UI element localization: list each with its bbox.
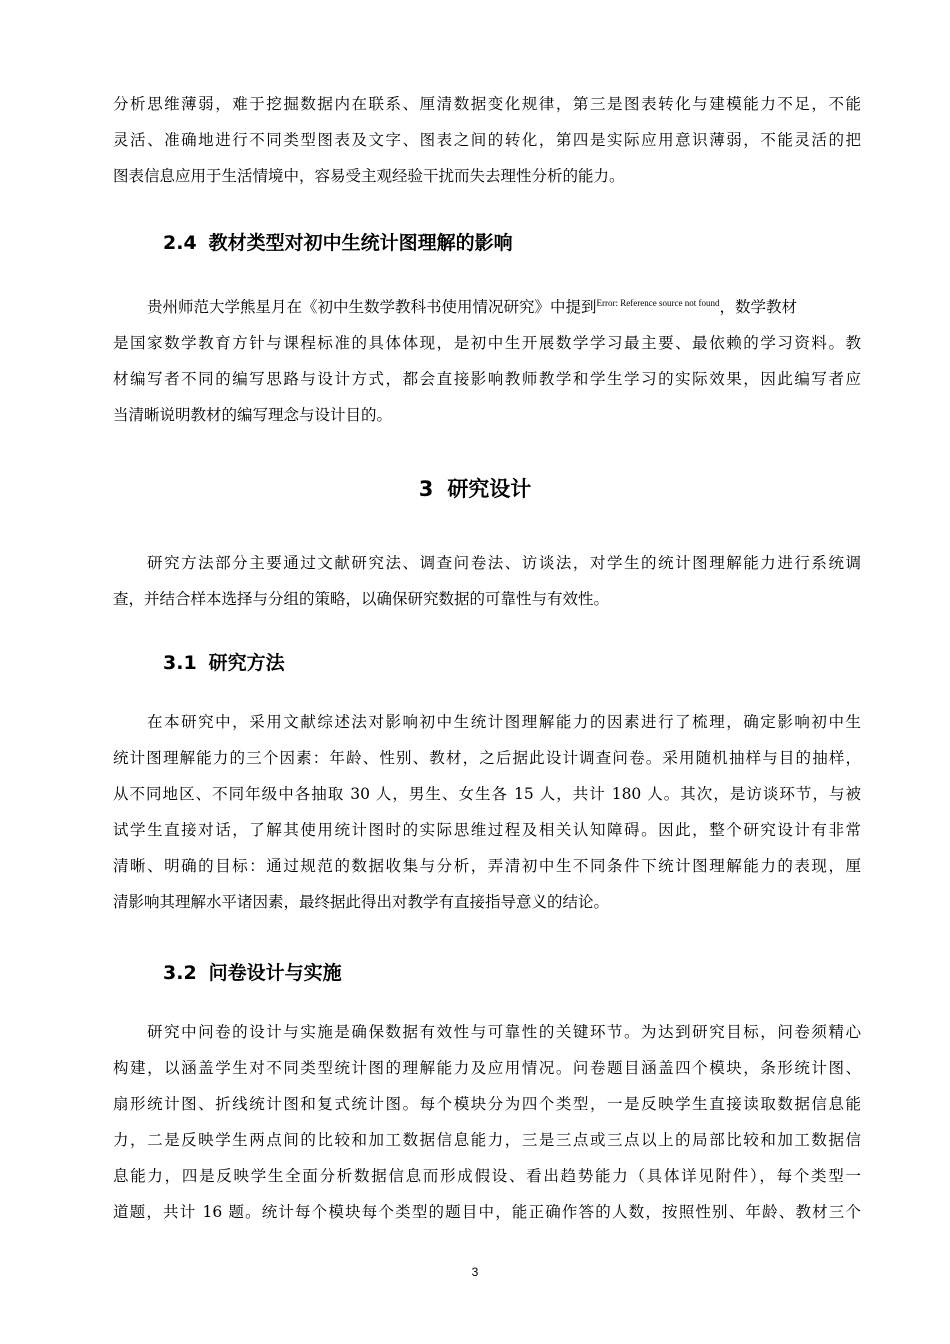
section-number: 2.4 [163,232,197,254]
section-title: 教材类型对初中生统计图理解的影响 [208,232,513,254]
paragraph-analysis-weakness [113,86,861,194]
text-line: 道题，共计 16 题。统计每个模块每个类型的题目中，能正确作答的人数，按照性别、年龄、教材三个 [113,1203,861,1221]
text-segment: 贵州师范大学熊星月在《初中生数学教科书使用情况研究》中提到 [147,298,597,316]
text-line: 研究中问卷的设计与实施是确保数据有效性与可靠性的关键环节。为达到研究目标，问卷须精心 [147,1023,861,1041]
text-line [113,285,861,325]
section-title: 研究方法 [208,652,285,674]
section-heading-3-2 [163,958,342,985]
text-line: 是国家数学教育方针与课程标准的具体体现，是初中生开展数学学习最主要、最依赖的学习资料。教 [113,334,861,352]
text-line: 从不同地区、不同年级中各抽取 30 人，男生、女生各 15 人，共计 180 人。其次，是访谈环节，与被 [113,785,861,803]
text-segment: ，数学教材 [719,298,797,316]
text-line: 力，二是反映学生两点间的比较和加工数据信息能力，三是三点或三点以上的局部比较和加工数据信 [113,1131,861,1149]
paragraph-research-methods [113,704,861,920]
section-heading-2-4 [163,228,513,255]
chapter-number: 3 [418,477,434,501]
text-line: 统计图理解能力的三个因素：年龄、性别、教材，之后据此设计调查问卷。采用随机抽样与目的抽样， [113,749,861,767]
text-line: 材编写者不同的编写思路与设计方式，都会直接影响教师教学和学生学习的实际效果，因此编写者应 [113,370,861,388]
section-number: 3.2 [163,962,197,984]
text-line: 研究方法部分主要通过文献研究法、调查问卷法、访谈法，对学生的统计图理解能力进行系统调 [147,554,861,572]
text-line: 分析思维薄弱，难于挖掘数据内在联系、厘清数据变化规律，第三是图表转化与建模能力不足，不能 [113,95,861,113]
chapter-title: 研究设计 [447,477,532,501]
paragraph-questionnaire [113,1014,861,1230]
text-line: 灵活、准确地进行不同类型图表及文字、图表之间的转化，第四是实际应用意识薄弱，不能灵活的把 [113,131,861,149]
section-number: 3.1 [163,652,197,674]
text-line: 试学生直接对话，了解其使用统计图时的实际思维过程及相关认知障碍。因此，整个研究设计有非常 [113,821,861,839]
section-heading-3-1 [163,648,285,675]
text-line: 清影响其理解水平诸因素，最终据此得出对教学有直接指导意义的结论。 [113,893,610,911]
text-line: 构建，以涵盖学生对不同类型统计图的理解能力及应用情况。问卷题目涵盖四个模块，条形统计图、 [113,1059,861,1077]
paragraph-textbook [113,285,861,433]
section-title: 问卷设计与实施 [208,962,342,984]
text-line: 当清晰说明教材的编写理念与设计目的。 [113,406,393,424]
text-line: 图表信息应用于生活情境中，容易受主观经验干扰而失去理性分析的能力。 [113,167,625,185]
text-line: 息能力，四是反映学生全面分析数据信息而形成假设、看出趋势能力（具体详见附件），每个类型一 [113,1167,861,1185]
text-line: 清晰、明确的目标：通过规范的数据收集与分析，弄清初中生不同条件下统计图理解能力的表现，厘 [113,857,861,875]
paragraph-research-overview [113,545,861,617]
text-line: 查，并结合样本选择与分组的策略，以确保研究数据的可靠性与有效性。 [113,590,610,608]
reference-error-text: Error: Reference source not found [596,298,720,308]
chapter-heading-3 [0,473,950,503]
text-line: 在本研究中，采用文献综述法对影响初中生统计图理解能力的因素进行了梳理，确定影响初中生 [147,713,861,731]
page-number: 3 [471,1265,479,1279]
text-line: 扇形统计图、折线统计图和复式统计图。每个模块分为四个类型，一是反映学生直接读取数据信息能 [113,1095,861,1113]
